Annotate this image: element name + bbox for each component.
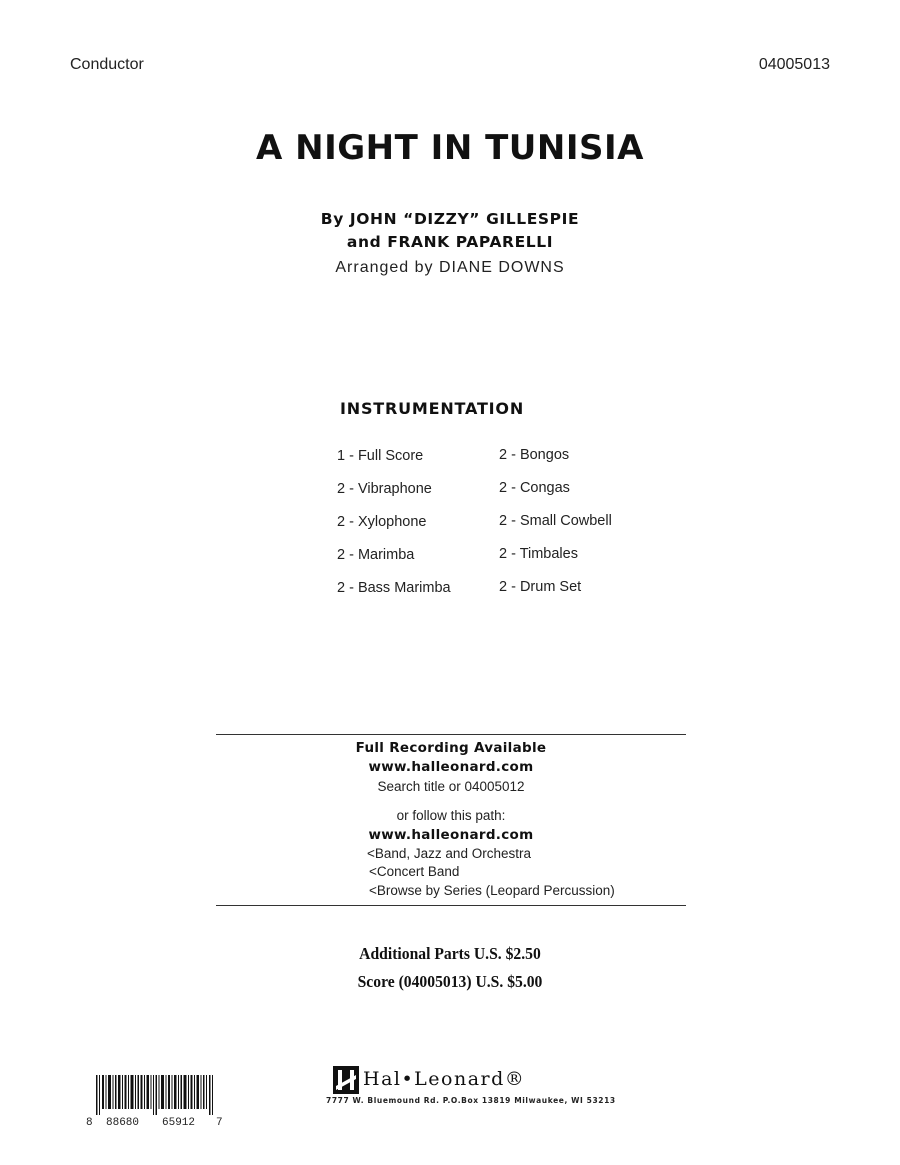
barcode-digits-right: 65912 [162,1117,196,1129]
composer-credit-2: and FRANK PAPARELLI [346,233,554,251]
list-item: 2 - Congas [499,480,570,496]
list-item: 2 - Timbales [499,546,578,562]
recording-follow: or follow this path: [396,808,506,823]
recording-site: www.halleonard.com [368,759,534,775]
page-title: A NIGHT IN TUNISIA [256,128,644,168]
instrument-list-right [499,439,612,604]
arranger-credit: Arranged by DIANE DOWNS [335,259,565,276]
publisher-address: 7777 W. Bluemound Rd. P.O.Box 13819 Milwaukee, WI 53213 [326,1096,616,1105]
path-item: <Concert Band [369,864,460,879]
recording-heading: Full Recording Available [355,740,547,756]
path-item: <Browse by Series (Leopard Percussion) [369,883,615,898]
path-item: <Band, Jazz and Orchestra [367,846,531,861]
parts-price: Additional Parts U.S. $2.50 [359,944,541,963]
divider-top [216,734,686,735]
instrumentation-heading: INSTRUMENTATION [340,399,525,418]
barcode-digit-check: 7 [216,1117,223,1129]
recording-search: Search title or 04005012 [377,779,525,794]
list-item: 2 - Vibraphone [337,481,432,497]
list-item: 2 - Marimba [337,547,415,563]
list-item: 2 - Drum Set [499,579,582,595]
composer-credit: By JOHN “DIZZY” GILLESPIE [320,210,580,228]
score-price: Score (04005013) U.S. $5.00 [357,972,543,991]
list-item: 2 - Small Cowbell [499,513,612,529]
hal-leonard-logo-icon [333,1066,359,1094]
barcode-image [96,1075,214,1115]
list-item: 2 - Xylophone [337,514,427,530]
publisher-logo: Hal•Leonard® [363,1068,526,1090]
list-item: 1 - Full Score [337,448,424,464]
barcode-digits-left: 88680 [106,1117,140,1129]
instrument-list-left [337,440,451,605]
catalog-number: 04005013 [758,56,830,73]
barcode-digit-lead: 8 [86,1117,93,1129]
recording-site-2: www.halleonard.com [368,827,534,843]
list-item: 2 - Bongos [499,447,570,463]
list-item: 2 - Bass Marimba [337,580,451,596]
part-name: Conductor [70,56,144,73]
divider-bottom [216,905,686,906]
